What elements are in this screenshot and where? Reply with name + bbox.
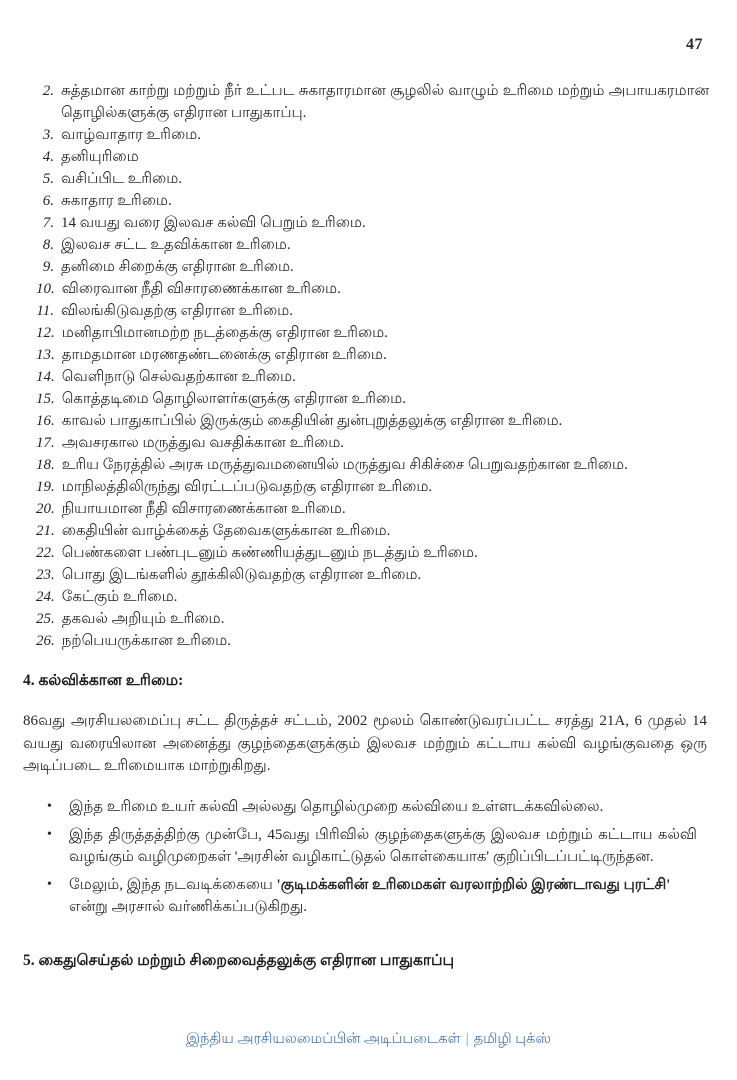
footer-separator: | — [465, 1031, 469, 1047]
bullet-text — [69, 874, 697, 918]
list-item-number: 24. — [36, 589, 55, 605]
section4-paragraph: 86வது அரசியலமைப்பு சட்ட திருத்தச் சட்டம், 2002 மூலம் கொண்டுவரப்பட்ட சரத்து 21A, 6 முதல் 14 வயது வரையிலான அனைத்து குழந்தைகளுக்கும் இலவச மற்றும் கட்டாய கல்வி வழங்குவதை ஒரு அடிப்படை உரிமையாக மாற்றுகிறது. — [23, 713, 707, 774]
list-item-text: பெண்களை பண்புடனும் கண்ணியத்துடனும் நடத்தும் உரிமை. — [61, 545, 478, 561]
bullet-text-suffix: என்று அரசால் வர்ணிக்கப்படுகிறது. — [69, 899, 307, 915]
list-item — [36, 520, 709, 542]
list-item — [36, 388, 709, 410]
list-item — [36, 124, 709, 146]
bullet-icon: • — [47, 799, 52, 814]
section5-heading: 5. கைதுசெய்தல் மற்றும் சிறைவைத்தலுக்கு எதிரான பாதுகாப்பு — [23, 952, 455, 969]
list-item-text: நற்பெயருக்கான உரிமை. — [61, 633, 231, 649]
list-item — [36, 80, 709, 124]
page-footer — [0, 1031, 737, 1049]
list-item-number: 23. — [36, 567, 55, 583]
list-item-number: 26. — [36, 633, 55, 649]
list-item-text: வாழ்வாதார உரிமை. — [61, 127, 201, 143]
bullet-item — [47, 796, 697, 818]
list-item-number: 25. — [36, 611, 55, 627]
bullet-item — [47, 874, 697, 918]
list-item — [36, 344, 709, 366]
list-item — [36, 410, 709, 432]
footer-book-title: இந்திய அரசியலமைப்பின் அடிப்படைகள் — [186, 1031, 461, 1047]
list-item — [36, 432, 709, 454]
list-item-number: 17. — [36, 435, 55, 451]
list-item-number: 13. — [36, 347, 55, 363]
list-item — [36, 454, 709, 476]
list-item-number: 19. — [36, 479, 55, 495]
bullet-text: இந்த திருத்தத்திற்கு முன்பே, 45வது பிரிவில் குழந்தைகளுக்கு இலவச மற்றும் கட்டாய கல்வி வழங்கும் வழிமுறைகள் 'அரசின் வழிகாட்டுதல் கொள்கையாக' குறிப்பிடப்பட்டிருந்தன. — [69, 827, 697, 865]
bullet-text: இந்த உரிமை உயர் கல்வி அல்லது தொழில்முறை கல்வியை உள்ளடக்கவில்லை. — [69, 799, 604, 815]
list-item — [36, 476, 709, 498]
list-item-text: கேட்கும் உரிமை. — [61, 589, 178, 605]
list-item-number: 16. — [36, 413, 55, 429]
list-item-number: 18. — [36, 457, 55, 473]
list-item-number: 8. — [42, 237, 54, 253]
list-item — [36, 256, 709, 278]
bullet-icon: • — [47, 877, 52, 892]
list-item-number: 21. — [36, 523, 55, 539]
list-item-number: 10. — [36, 281, 55, 297]
list-item-text: மாநிலத்திலிருந்து விரட்டப்படுவதற்கு எதிரான உரிமை. — [61, 479, 433, 495]
list-item-number: 6. — [42, 193, 54, 209]
list-item-text: தாமதமான மரணதண்டனைக்கு எதிரான உரிமை. — [61, 347, 387, 363]
list-item — [36, 366, 709, 388]
list-item — [36, 564, 709, 586]
list-item-number: 14. — [36, 369, 55, 385]
list-item-number: 20. — [36, 501, 55, 517]
list-item — [36, 542, 709, 564]
list-item-text: கொத்தடிமை தொழிலாளர்களுக்கு எதிரான உரிமை. — [61, 391, 406, 407]
list-item-number: 22. — [36, 545, 55, 561]
list-item-text: உரிய நேரத்தில் அரசு மருத்துவமனையில் மருத்துவ சிகிச்சை பெறுவதற்கான உரிமை. — [61, 457, 628, 473]
list-item-number: 15. — [36, 391, 55, 407]
list-item-text: காவல் பாதுகாப்பில் இருக்கும் கைதியின் துன்புறுத்தலுக்கு எதிரான உரிமை. — [61, 413, 563, 429]
list-item-number: 9. — [42, 259, 54, 275]
list-item-text: தனிமை சிறைக்கு எதிரான உரிமை. — [61, 259, 294, 275]
rights-list — [36, 80, 709, 652]
list-item-number: 12. — [36, 325, 55, 341]
list-item — [36, 630, 709, 652]
page-number: 47 — [686, 36, 703, 53]
section4-heading: 4. கல்விக்கான உரிமை: — [23, 672, 184, 689]
list-item-text: மனிதாபிமானமற்ற நடத்தைக்கு எதிரான உரிமை. — [61, 325, 388, 341]
list-item-text: சுத்தமான காற்று மற்றும் நீர் உட்பட சுகாதாரமான சூழலில் வாழும் உரிமை மற்றும் அபாயகரமான தொழில்களுக்கு எதிரான பாதுகாப்பு. — [61, 83, 709, 121]
list-item-text: வசிப்பிட உரிமை. — [61, 171, 183, 187]
list-item-number: 5. — [42, 171, 54, 187]
list-item-text: சுகாதார உரிமை. — [61, 193, 172, 209]
list-item-text: வெளிநாடு செல்வதற்கான உரிமை. — [61, 369, 296, 385]
list-item-number: 2. — [42, 83, 54, 99]
list-item-number: 7. — [42, 215, 54, 231]
list-item — [36, 498, 709, 520]
list-item — [36, 146, 709, 168]
list-item-text: தனியுரிமை — [61, 149, 139, 165]
bullet-item — [47, 824, 697, 868]
list-item — [36, 300, 709, 322]
list-item — [36, 608, 709, 630]
list-item-text: கைதியின் வாழ்க்கைத் தேவைகளுக்கான உரிமை. — [61, 523, 391, 539]
list-item — [36, 322, 709, 344]
list-item-number: 4. — [42, 149, 54, 165]
list-item — [36, 278, 709, 300]
list-item — [36, 212, 709, 234]
section4-bullet-list — [47, 796, 697, 924]
list-item-text: இலவச சட்ட உதவிக்கான உரிமை. — [61, 237, 291, 253]
list-item-text: அவசரகால மருத்துவ வசதிக்கான உரிமை. — [61, 435, 345, 451]
bullet-icon: • — [47, 827, 52, 842]
list-item — [36, 234, 709, 256]
list-item-text: தகவல் அறியும் உரிமை. — [61, 611, 225, 627]
list-item-number: 3. — [42, 127, 54, 143]
list-item-text: நியாயமான நீதி விசாரணைக்கான உரிமை. — [61, 501, 346, 517]
bullet-text-emphasis: 'குடிமக்களின் உரிமைகள் வரலாற்றில் இரண்டாவது புரட்சி' — [276, 877, 671, 893]
footer-publisher: தமிழி புக்ஸ் — [473, 1031, 551, 1047]
list-item-number: 11. — [36, 303, 54, 319]
list-item-text: 14 வயது வரை இலவச கல்வி பெறும் உரிமை. — [61, 215, 366, 231]
list-item — [36, 190, 709, 212]
list-item-text: விலங்கிடுவதற்கு எதிரான உரிமை. — [61, 303, 293, 319]
bullet-text-prefix: மேலும், இந்த நடவடிக்கையை — [69, 877, 277, 893]
list-item-text: பொது இடங்களில் தூக்கிலிடுவதற்கு எதிரான உரிமை. — [61, 567, 422, 583]
list-item — [36, 586, 709, 608]
list-item — [36, 168, 709, 190]
list-item-text: விரைவான நீதி விசாரணைக்கான உரிமை. — [61, 281, 341, 297]
